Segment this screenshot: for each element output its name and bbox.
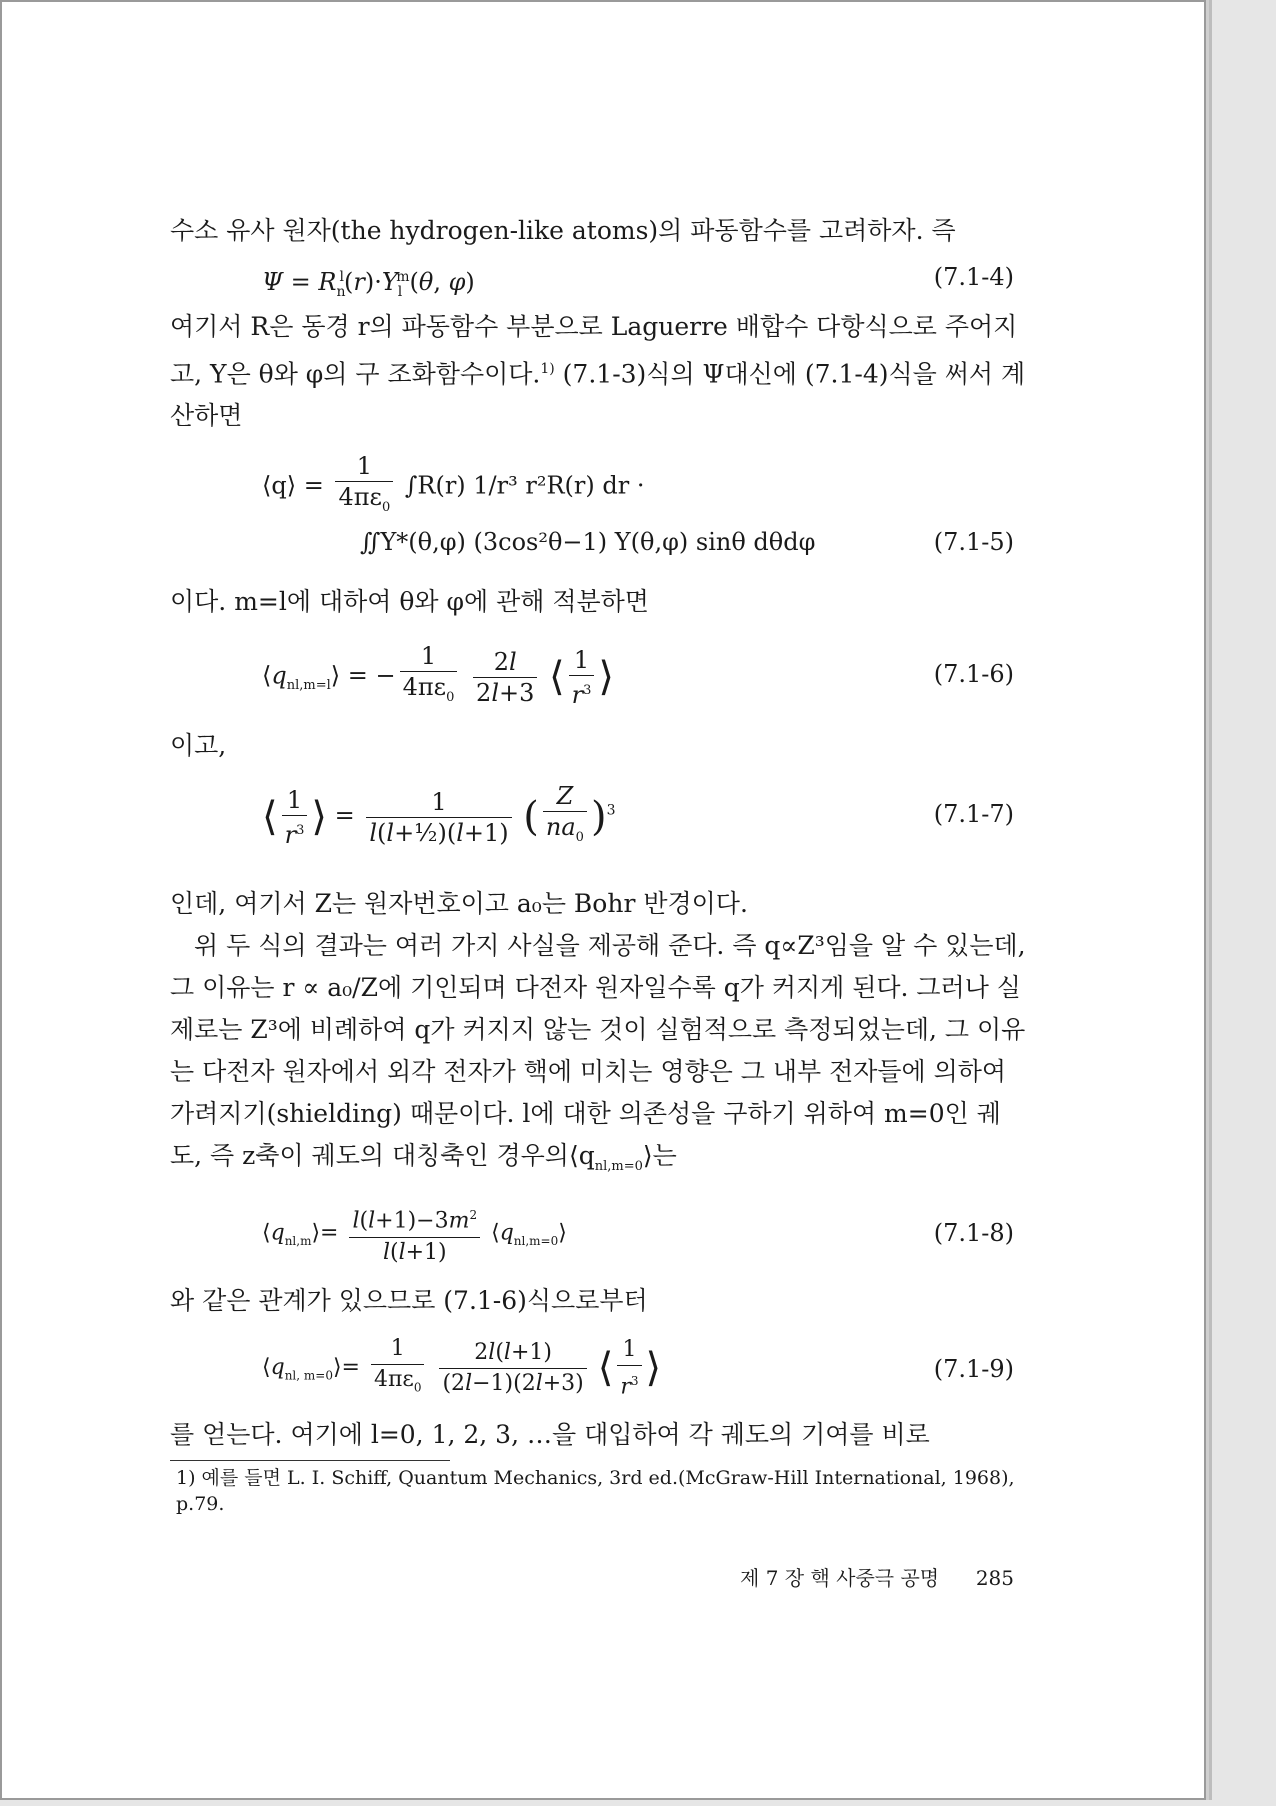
numerator: 1 <box>335 451 393 482</box>
equation-number: (7.1-7) <box>933 800 1014 829</box>
chapter-title: 제 7 장 핵 사중극 공명 <box>740 1566 940 1591</box>
fraction: $\frac{2l(l+1)}{(2l-1)(2l+3)}$ <box>439 1338 586 1399</box>
page-body <box>170 210 1028 1599</box>
denominator: $4\pi\varepsilon_0$ <box>338 483 391 516</box>
running-footer <box>170 1557 1028 1599</box>
text-line: 와 같은 관계가 있으므로 (7.1-6)식으로부터 <box>170 1286 648 1316</box>
equation-body: $⟨q_{nl, m=0}⟩=$ $\frac{1}{4\pi\varepsilon_0}$ $\frac{2l(l+1)}{(2l-1)(2l+3)}$ ⟨ $\frac{1}{r^3}$ ⟩ <box>262 1334 661 1402</box>
equation-7-1-5-line1 <box>262 451 644 523</box>
equation-7-1-5 <box>170 447 1028 575</box>
fraction: $\frac{1}{4\pi\varepsilon_0}$ <box>400 641 458 713</box>
footnote: 1) 예를 들면 L. I. Schiff, Quantum Mechanics, 3rd ed.(McGraw-Hill International, 1968), p.79. <box>176 1467 1015 1516</box>
fraction: $\frac{1}{r^3}$ <box>282 785 308 850</box>
denominator-text: 4πε <box>338 483 382 512</box>
equation-number: (7.1-9) <box>933 1355 1014 1384</box>
text-run: 대신에 (7.1-4)식을 써서 계산하면 <box>170 359 1026 431</box>
fraction: $\frac{2l}{2l+3}$ <box>473 647 537 708</box>
fraction: $\frac{1}{r^3}$ <box>617 1335 641 1402</box>
text-line: 를 얻는다. 여기에 l=0, 1, 2, 3, …을 대입하여 각 궤도의 기여를 비로 <box>170 1420 930 1450</box>
equation-number: (7.1-8) <box>933 1219 1014 1248</box>
text-run: (7.1-3)식의 Ψ <box>554 359 725 389</box>
paragraph: 위 두 식의 결과는 여러 가지 사실을 제공해 준다. 즉 q∝Z³임을 알 수 있는데, 그 이유는 r ∝ a₀/Z에 기인되며 다전자 원자일수록 q가 커지게 된다. 그러나 실제로는 Z³에 비례하여 q가 커지지 않는 것이 실험적으로 측정되었는데, 그 이유는 다전자 원자에서 외각 전자가 핵에 미치는 영향은 그 내부 전자들에 의하여 가려지기(shielding) 때문이다. l에 대한 의존성을 구하기 위하여 m=0인 궤도, 즉 z축이 궤도의 대칭축인 경우의$⟨q_{nl,m=0}⟩$는 <box>170 931 1026 1175</box>
equation-7-1-6 <box>170 633 1028 717</box>
equation-body: $\Psi = R_n^l(r)\cdot Y_l^m(\theta$, φ) <box>262 268 475 300</box>
fraction: $\frac{Z}{na_0}$ <box>543 781 587 853</box>
equation-number: (7.1-4) <box>933 263 1014 291</box>
eq-tail: ∫R(r) 1/r³ r²R(r) dr · <box>404 471 645 500</box>
paragraph: 인데, 여기서 Z는 원자번호이고 a₀는 Bohr 반경이다. <box>170 889 748 919</box>
equation-7-1-5-line2: ∬Y*(θ,φ) (3cos²θ−1) Y(θ,φ) sinθ dθdφ <box>360 528 816 557</box>
equation-body: $⟨q_{nl,m}⟩=$ $\frac{l(l+1)-3m^2}{l(l+1)}$ $⟨q_{nl,m=0}⟩$ <box>262 1200 567 1267</box>
equation-7-1-7 <box>170 773 1028 869</box>
text-run: 위 두 식의 결과는 여러 가지 사실을 제공해 준다. 즉 q∝Z³임을 알 수 있는데, 그 이유는 r ∝ a₀/Z에 기인되며 다전자 원자일수록 q가 커지게 된다. 그러나 실제로는 Z³에 비례하여 q가 커지지 않는 것이 실험적으로 측정되었는데, 그 이유는 다전자 원자에서 외각 전자가 핵에 미치는 영향은 그 내부 전자들에 의하여 가려지기(shielding) 때문이다. l에 대한 의존성을 구하기 위하여 m=0인 궤도, 즉 z축이 궤도의 대칭축인 경우의⟨q <box>170 931 1026 1171</box>
text-run: 여기서 R <box>170 312 270 341</box>
footnote-ref[interactable]: 1) <box>540 361 555 377</box>
fraction: $\frac{1}{r^3}$ <box>569 645 595 710</box>
eq-lhs: ⟨q⟩ = <box>262 471 324 500</box>
fraction: $\frac{1}{\text{l(l+½)(l+1)}}$ <box>366 787 511 848</box>
paragraph <box>170 306 1028 437</box>
text-line: 이다. m=l에 대하여 θ와 φ에 관해 적분하면 <box>170 587 649 617</box>
fraction <box>335 451 393 523</box>
equation-7-1-8 <box>170 1196 1028 1270</box>
equation-7-1-4 <box>170 256 1028 300</box>
equation-body: $⟨q_{nl,m=l}⟩$ = − $\frac{1}{4\pi\varepsilon_0}$ $\frac{2l}{2l+3}$ ⟨ $\frac{1}{r^3}$ ⟩ <box>262 641 614 713</box>
equation-body: ⟨ $\frac{1}{r^3}$ ⟩ = $\frac{1}{\text{l(l+½)(l+1)}}$ ( $\frac{Z}{na_0}$ )$^3$ <box>262 781 615 853</box>
equation-number: (7.1-5) <box>933 528 1014 557</box>
text-line: 수소 유사 원자(the hydrogen-like atoms)의 파동함수를 고려하자. 즉 <box>170 216 956 245</box>
text-run: ⟩는 <box>642 1141 677 1171</box>
text-line: 이고, <box>170 731 227 761</box>
equation-number: (7.1-6) <box>933 660 1014 689</box>
text-run: 은 동경 r의 파동함수 부분으로 Laguerre 배합수 다항식으로 주어지고, Y <box>170 312 1018 389</box>
equation-7-1-9 <box>170 1330 1028 1410</box>
footnote-rule <box>170 1460 450 1461</box>
fraction: $\frac{l(l+1)-3m^2}{l(l+1)}$ <box>349 1200 480 1267</box>
fraction: $\frac{1}{4\pi\varepsilon_0}$ <box>371 1334 425 1402</box>
text-run: 은 θ와 φ의 구 조화함수이다. <box>226 359 541 389</box>
page-number: 285 <box>975 1566 1014 1591</box>
